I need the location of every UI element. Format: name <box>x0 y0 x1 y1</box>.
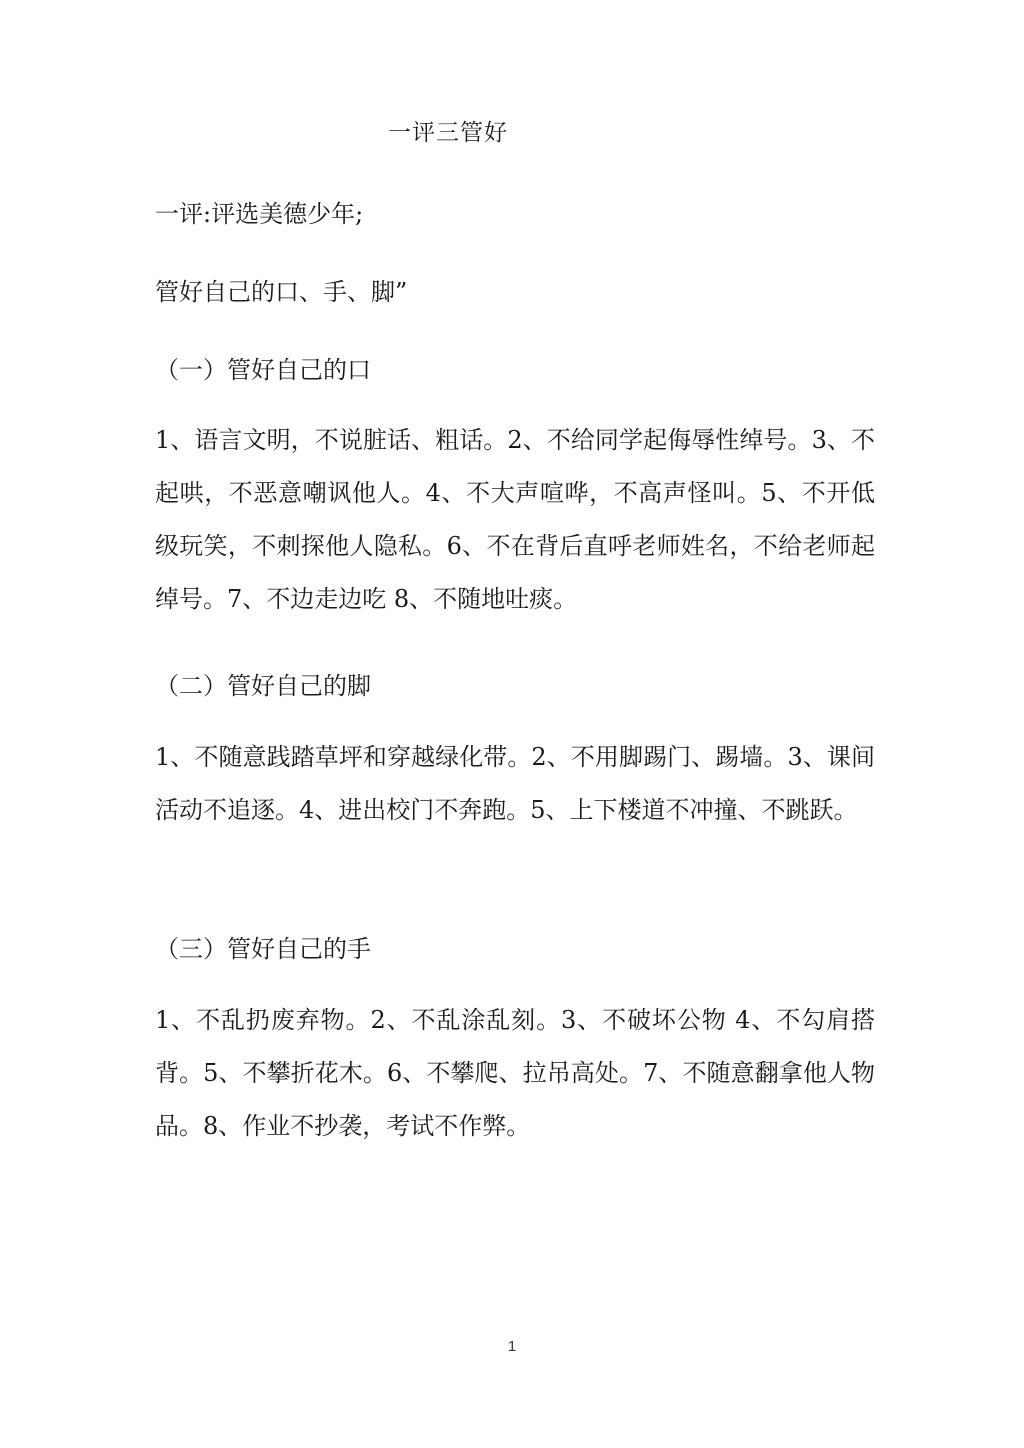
section-heading-hands: （三）管好自己的手 <box>155 935 371 963</box>
evaluate-line: 一评:评选美德少年; <box>155 200 364 228</box>
section-heading-feet: （二）管好自己的脚 <box>155 672 371 700</box>
document-title: 一评三管好 <box>388 120 508 146</box>
section-body-mouth: 1、语言文明，不说脏话、粗话。2、不给同学起侮辱性绰号。3、不起哄，不恶意嘲讽他人。4、不大声喧哗，不高声怪叫。5、不开低级玩笑，不刺探他人隐私。6、不在背后直呼老师姓名，不给老师起绰号。7、不边走边吃 8、不随地吐痰。 <box>155 426 875 613</box>
page-number: 1 <box>507 1338 517 1355</box>
section-body-hands: 1、不乱扔废弃物。2、不乱涂乱刻。3、不破坏公物 4、不勾肩搭背。5、不攀折花木。6、不攀爬、拉吊高处。7、不随意翻拿他人物品。8、作业不抄袭，考试不作弊。 <box>155 1006 875 1140</box>
section-heading-mouth: （一）管好自己的口 <box>155 356 371 384</box>
manage-line: 管好自己的口、手、脚” <box>155 278 408 306</box>
section-body-feet: 1、不随意践踏草坪和穿越绿化带。2、不用脚踢门、踢墙。3、课间活动不追逐。4、进出校门不奔跑。5、上下楼道不冲撞、不跳跃。 <box>155 743 875 824</box>
